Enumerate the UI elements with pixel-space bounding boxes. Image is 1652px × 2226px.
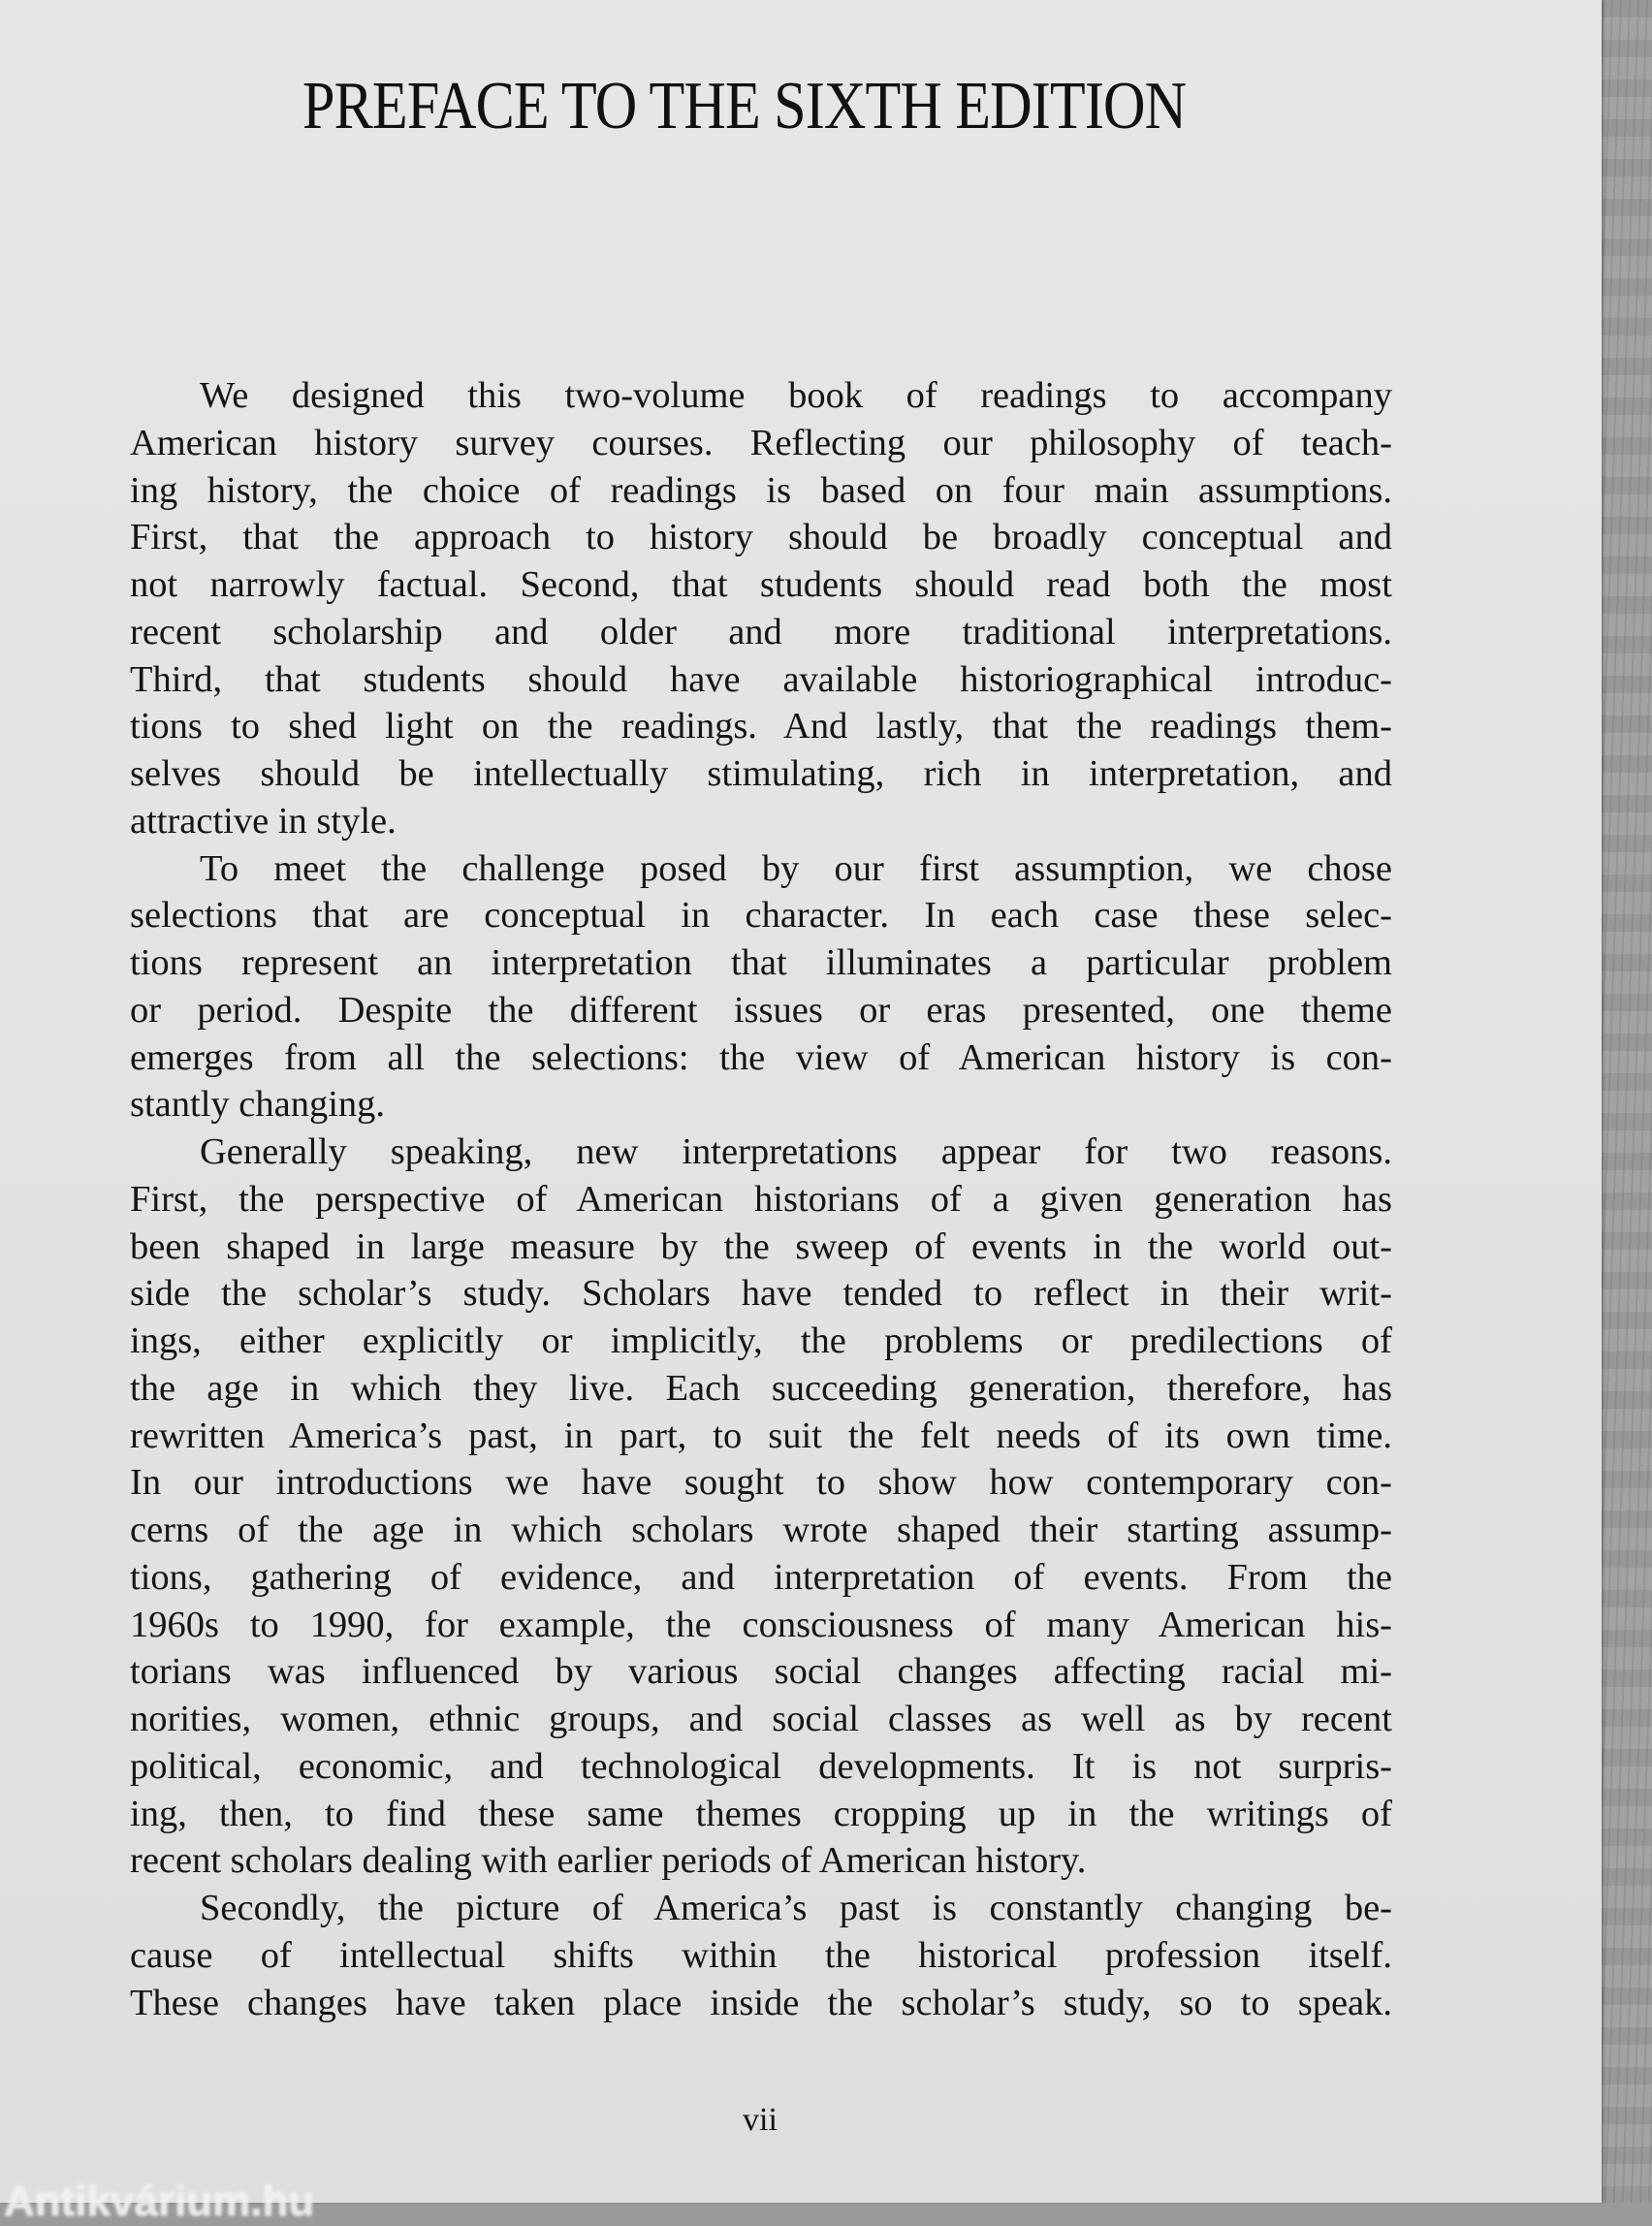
text-line: Secondly, the picture of America’s past is constantly changing be- bbox=[200, 1888, 1392, 1928]
text-line: selves should be intellectually stimulating, rich in interpretation, and bbox=[130, 753, 1392, 794]
text-line: Third, that students should have available historiographical introduc- bbox=[130, 658, 1392, 700]
text-line: not narrowly factual. Second, that students should read both the most bbox=[130, 564, 1392, 605]
paragraph-3 bbox=[130, 1129, 1392, 1885]
text-line: First, the perspective of American historians of a given generation has bbox=[130, 1178, 1392, 1220]
text-line: torians was influenced by various social changes affecting racial mi- bbox=[130, 1651, 1392, 1693]
text-line: These changes have taken place inside the scholar’s study, so to speak. bbox=[130, 1982, 1392, 2023]
text-line: 1960s to 1990, for example, the consciousness of many American his- bbox=[130, 1604, 1392, 1645]
text-line: selections that are conceptual in character. In each case these selec- bbox=[130, 895, 1392, 937]
text-line: cause of intellectual shifts within the historical profession itself. bbox=[130, 1934, 1392, 1976]
text-line: been shaped in large measure by the sweep of events in the world out- bbox=[130, 1225, 1392, 1267]
text-line: In our introductions we have sought to show how contemporary con- bbox=[130, 1462, 1392, 1504]
text-line: cerns of the age in which scholars wrote shaped their starting assump- bbox=[130, 1510, 1392, 1550]
text-line: recent scholarship and older and more traditional interpretations. bbox=[130, 611, 1392, 652]
text-line: attractive in style. bbox=[130, 800, 397, 842]
page-number: vii bbox=[743, 2102, 778, 2138]
preface-body bbox=[130, 372, 1392, 2026]
paragraph-4 bbox=[130, 1885, 1392, 2026]
text-line: American history survey courses. Reflecting our philosophy of teach- bbox=[130, 422, 1392, 463]
background-surface bbox=[1594, 0, 1652, 2203]
text-line: stantly changing. bbox=[130, 1084, 386, 1126]
text-line: tions represent an interpretation that illuminates a particular problem bbox=[130, 942, 1392, 983]
text-line: or period. Despite the different issues or eras presented, one theme bbox=[130, 989, 1392, 1031]
text-line: side the scholar’s study. Scholars have tended to reflect in their writ- bbox=[130, 1273, 1392, 1315]
page-title: PREFACE TO THE SIXTH EDITION bbox=[302, 69, 1187, 143]
text-line: tions, gathering of evidence, and interpretation of events. From the bbox=[130, 1556, 1392, 1598]
text-line: To meet the challenge posed by our first assumption, we chose bbox=[200, 847, 1392, 889]
text-line: ing, then, to find these same themes cropping up in the writings of bbox=[130, 1793, 1392, 1834]
text-line: rewritten America’s past, in part, to suit the felt needs of its own time. bbox=[130, 1415, 1392, 1456]
text-line: emerges from all the selections: the view of American history is con- bbox=[130, 1036, 1392, 1078]
text-line: ing history, the choice of readings is based on four main assumptions. bbox=[130, 469, 1392, 511]
paragraph-2 bbox=[130, 845, 1392, 1129]
text-line: First, that the approach to history should be broadly conceptual and bbox=[130, 517, 1392, 558]
paragraph-1 bbox=[130, 372, 1392, 845]
text-line: Generally speaking, new interpretations appear for two reasons. bbox=[200, 1131, 1392, 1172]
text-line: recent scholars dealing with earlier periods of American history. bbox=[130, 1840, 1087, 1882]
text-line: We designed this two-volume book of readings to accompany bbox=[200, 375, 1392, 416]
text-line: norities, women, ethnic groups, and social classes as well as by recent bbox=[130, 1699, 1392, 1739]
text-line: the age in which they live. Each succeeding generation, therefore, has bbox=[130, 1367, 1392, 1409]
watermark-logo: Antikvárium.hu bbox=[4, 2178, 315, 2225]
text-line: ings, either explicitly or implicitly, the problems or predilections of bbox=[130, 1320, 1392, 1361]
text-line: political, economic, and technological developments. It is not surpris- bbox=[130, 1745, 1392, 1787]
text-line: tions to shed light on the readings. And lastly, that the readings them- bbox=[130, 706, 1392, 747]
